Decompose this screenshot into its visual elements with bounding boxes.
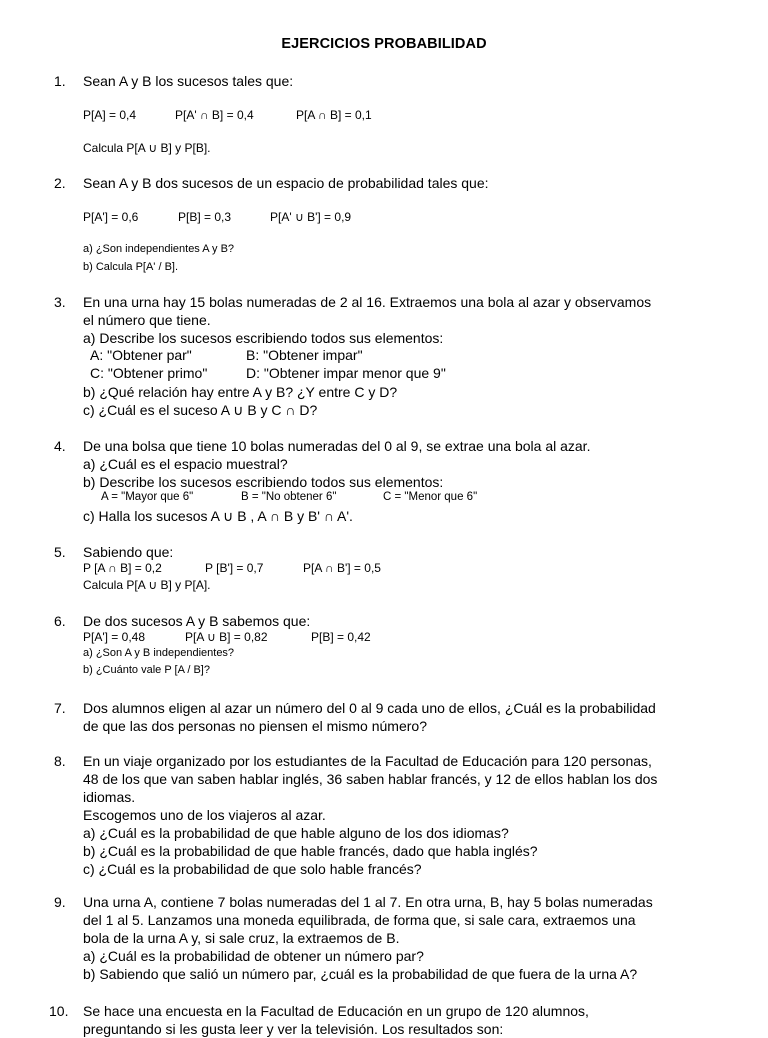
- event-definition: B = "No obtener 6": [241, 491, 337, 503]
- exercise-number: 7.: [54, 700, 66, 716]
- exercise-line: del 1 al 5. Lanzamos una moneda equilibrada, de forma que, si sale cara, extraemos una: [83, 912, 636, 928]
- exercise-stem: [83, 893, 723, 983]
- exercise-stem: Sabiendo que:: [83, 544, 174, 560]
- exercise-line: En un viaje organizado por los estudiantes de la Facultad de Educación para 120 personas,: [83, 753, 652, 769]
- exercise-item: b) ¿Qué relación hay entre A y B? ¿Y entre C y D?: [83, 384, 398, 400]
- exercise-line: a) Describe los sucesos escribiendo todos sus elementos:: [83, 330, 444, 346]
- exercise-line: b) ¿Cuál es la probabilidad de que hable francés, dado que habla inglés?: [83, 843, 538, 859]
- exercise-question: Calcula P[A ∪ B] y P[A].: [83, 578, 211, 592]
- formula: P[A ∪ B] = 0,82: [185, 630, 268, 644]
- exercise-line: bola de la urna A y, si sale cruz, la extraemos de B.: [83, 930, 400, 946]
- formula: P [A ∩ B] = 0,2: [83, 561, 162, 575]
- formula: P[A ∩ B] = 0,1: [296, 108, 372, 122]
- exercise-item: a) ¿Son independientes A y B?: [83, 243, 235, 255]
- exercise-stem: Sean A y B los sucesos tales que:: [83, 73, 294, 89]
- exercise-number: 8.: [54, 753, 66, 769]
- exercise-number: 2.: [54, 175, 66, 191]
- exercise-stem: [83, 437, 723, 491]
- exercise-item: b) Calcula P[A' / B].: [83, 261, 179, 273]
- exercise-line: De una bolsa que tiene 10 bolas numeradas del 0 al 9, se extrae una bola al azar.: [83, 438, 591, 454]
- exercise-line: idiomas.: [83, 789, 136, 805]
- exercise-line: Escogemos uno de los viajeros al azar.: [83, 807, 326, 823]
- exercise-line: preguntando si les gusta leer y ver la televisión. Los resultados son:: [83, 1021, 504, 1037]
- formula: P[A] = 0,4: [83, 108, 137, 122]
- formula: P[A'] = 0,6: [83, 210, 139, 224]
- exercise-line: b) Describe los sucesos escribiendo todos sus elementos:: [83, 474, 444, 490]
- exercise-number: 1.: [54, 73, 66, 89]
- exercise-number: 6.: [54, 613, 66, 629]
- exercise-number: 5.: [54, 544, 66, 560]
- exercise-line: c) ¿Cuál es la probabilidad de que solo hable francés?: [83, 861, 422, 877]
- event-definition: A = "Mayor que 6": [101, 491, 194, 503]
- exercise-item: b) ¿Cuánto vale P [A / B]?: [83, 664, 210, 676]
- exercise-stem: De dos sucesos A y B sabemos que:: [83, 613, 311, 629]
- event-definition: A: "Obtener par": [90, 347, 192, 363]
- exercise-number: 9.: [54, 894, 66, 910]
- exercise-line: Dos alumnos eligen al azar un número del 0 al 9 cada uno de ellos, ¿Cuál es la probabilidad: [83, 700, 656, 716]
- formula: P[A' ∩ B] = 0,4: [175, 108, 254, 122]
- exercise-number: 3.: [54, 294, 66, 310]
- formula: P[A ∩ B'] = 0,5: [303, 561, 381, 575]
- exercise-line: 48 de los que van saben hablar inglés, 36 saben hablar francés, y 12 de ellos hablan los dos: [83, 771, 658, 787]
- exercise-line: a) ¿Cuál es el espacio muestral?: [83, 456, 288, 472]
- event-definition: C = "Menor que 6": [383, 491, 478, 503]
- exercise-line: de que las dos personas no piensen el mismo número?: [83, 718, 427, 734]
- page-title: EJERCICIOS PROBABILIDAD: [281, 36, 487, 52]
- exercise-line: el número que tiene.: [83, 312, 211, 328]
- formula: P[B] = 0,3: [178, 210, 232, 224]
- exercise-line: b) Sabiendo que salió un número par, ¿cuál es la probabilidad de que fuera de la urna A?: [83, 966, 638, 982]
- exercise-line: Se hace una encuesta en la Facultad de Educación en un grupo de 120 alumnos,: [83, 1003, 589, 1019]
- exercise-stem: [83, 293, 723, 347]
- exercise-stem: Sean A y B dos sucesos de un espacio de probabilidad tales que:: [83, 175, 489, 191]
- exercise-number: 10.: [49, 1003, 69, 1019]
- formula: P[A' ∪ B'] = 0,9: [270, 210, 352, 224]
- exercise-number: 4.: [54, 438, 66, 454]
- exercise-stem: [83, 1002, 723, 1038]
- formula: P [B'] = 0,7: [205, 561, 264, 575]
- exercise-stem: [83, 699, 723, 735]
- exercise-item: a) ¿Son A y B independientes?: [83, 647, 235, 659]
- exercise-line: a) ¿Cuál es la probabilidad de obtener un número par?: [83, 948, 424, 964]
- exercise-stem: [83, 752, 723, 878]
- exercise-item: c) Halla los sucesos A ∪ B , A ∩ B y B' ∩ A'.: [83, 508, 353, 524]
- formula: P[B] = 0,42: [311, 630, 371, 644]
- exercise-line: Una urna A, contiene 7 bolas numeradas del 1 al 7. En otra urna, B, hay 5 bolas numeradas: [83, 894, 653, 910]
- event-definition: C: "Obtener primo": [90, 365, 208, 381]
- exercise-item: c) ¿Cuál es el suceso A ∪ B y C ∩ D?: [83, 402, 318, 418]
- event-definition: B: "Obtener impar": [246, 347, 363, 363]
- exercise-question: Calcula P[A ∪ B] y P[B].: [83, 141, 211, 155]
- exercise-line: a) ¿Cuál es la probabilidad de que hable alguno de los dos idiomas?: [83, 825, 509, 841]
- event-definition: D: "Obtener impar menor que 9": [246, 365, 446, 381]
- formula: P[A'] = 0,48: [83, 630, 145, 644]
- exercise-line: En una urna hay 15 bolas numeradas de 2 al 16. Extraemos una bola al azar y observamos: [83, 294, 652, 310]
